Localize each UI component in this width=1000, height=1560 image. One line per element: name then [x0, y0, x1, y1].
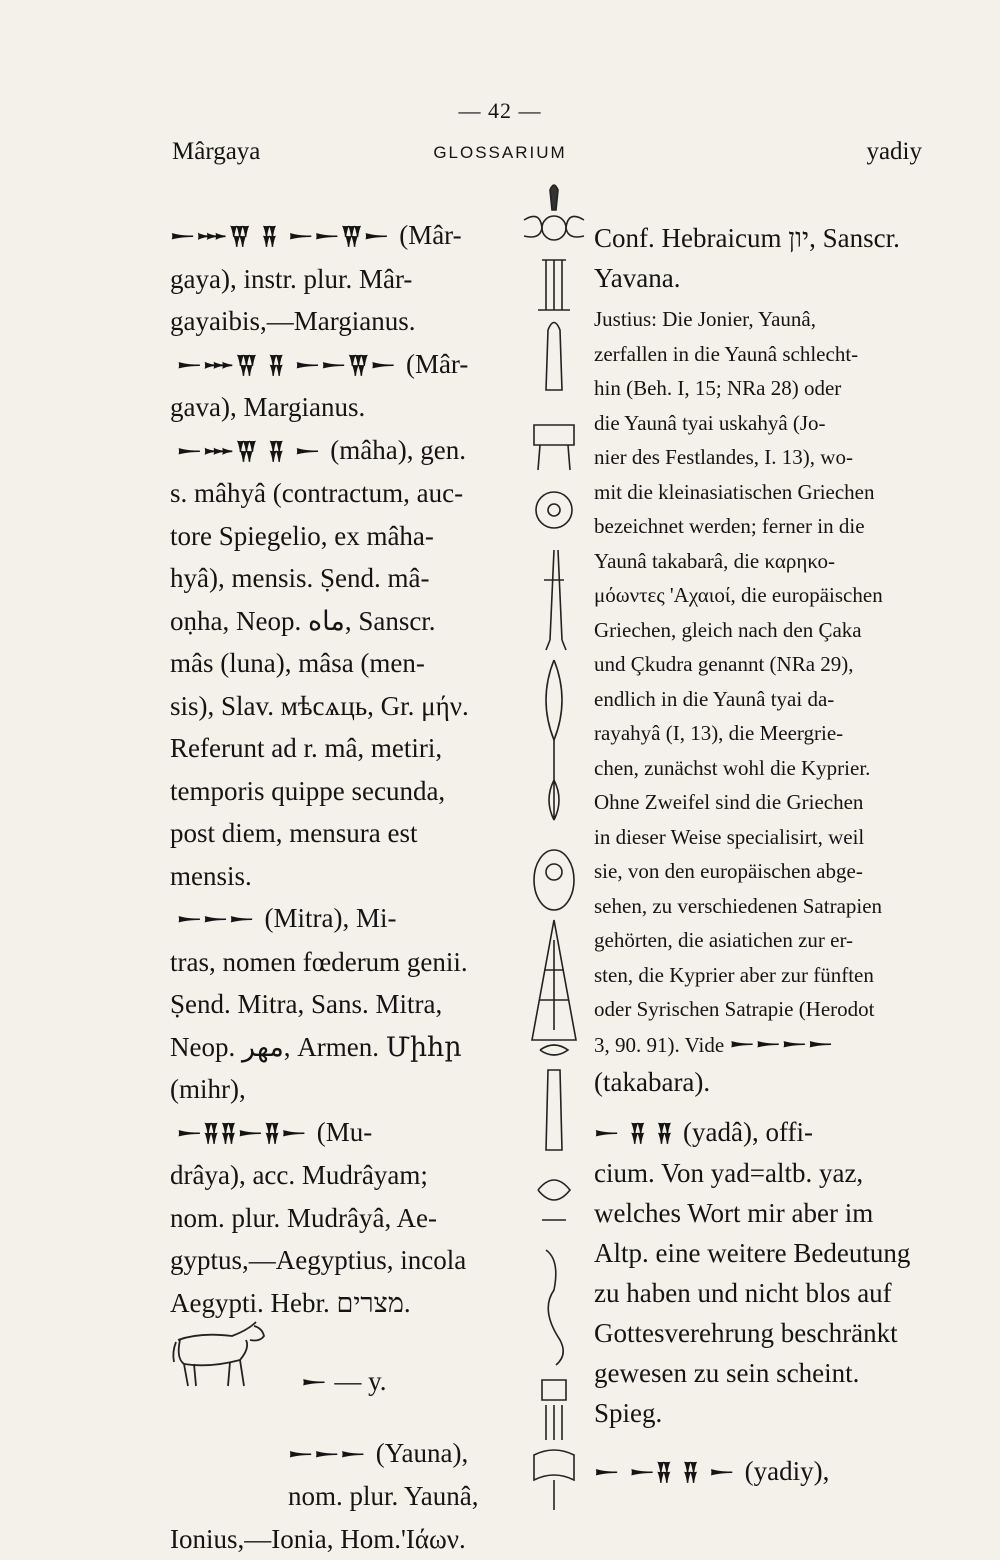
entry-line: Referunt ad r. mâ, metiri, [170, 733, 442, 763]
entry-line: (mihr), [170, 1074, 246, 1104]
text-line: Ohne Zweifel sind die Griechen [594, 790, 863, 814]
text-line: und Çkudra genannt (NRa 29), [594, 652, 854, 676]
text-line: Altp. eine weitere Bedeutung [594, 1238, 910, 1268]
entry-line: gyptus,—Aegyptius, incola [170, 1245, 466, 1275]
text-line: oder Syrischen Satrapie (Herodot [594, 997, 875, 1021]
text-line: gewesen zu sein scheint. [594, 1358, 859, 1388]
entry-yauna [170, 1432, 518, 1560]
entry-line: Ionius,—Ionia, Hom.'Iάων. [170, 1524, 466, 1554]
text-line: sie, von den europäischen abge- [594, 859, 863, 883]
entry-line: nom. plur. Yaunâ, [170, 1481, 479, 1511]
entry-line: s. mâhyâ (contractum, auc- [170, 478, 463, 508]
cuneiform-margaya: 𒀸𒐁𒐊 𒐉 𒀸𒀸𒐊𒀸 [170, 222, 399, 250]
letter-section-y [170, 1360, 518, 1404]
text-line: gehörten, die asiatichen zur er- [594, 928, 853, 952]
text-line: Yavana. [594, 263, 681, 293]
entry-line: tore Spiegelio, ex mâha- [170, 521, 434, 551]
entry-line: oṇha, Neop. ماه, Sanscr. [170, 606, 436, 636]
entry-line: mensis. [170, 861, 252, 891]
left-text-column [170, 214, 518, 1560]
entry-line: (mâha), gen. [330, 435, 466, 465]
entry-line: post diem, mensura est [170, 818, 417, 848]
entry-line: mâs (luna), mâsa (men- [170, 648, 425, 678]
text-line: Justius: Die Jonier, Yaunâ, [594, 307, 816, 331]
text-line: sten, die Kyprier aber zur fünften [594, 963, 874, 987]
text-line: chen, zunächst wohl die Kyprier. [594, 756, 870, 780]
text-line: hin (Beh. I, 15; NRa 28) oder [594, 376, 841, 400]
right-text-column [594, 218, 930, 1492]
entry-mitra [170, 897, 518, 1111]
entry-line: (Mâr- [399, 220, 461, 250]
cuneiform-mudraya: 𒀸𒐉𒐉𒀸𒐉𒀸 [177, 1119, 317, 1147]
conf-hebraicum [594, 218, 930, 298]
running-head-left: Mârgaya [172, 138, 260, 166]
cuneiform-yauna: 𒀸𒀸𒀸 [288, 1440, 376, 1468]
entry-mudraya [170, 1111, 518, 1325]
entry-line: gava), Margianus. [170, 392, 365, 422]
entry-line: temporis quippe secunda, [170, 776, 445, 806]
text-line: rayahyâ (I, 13), die Meergrie- [594, 721, 843, 745]
entry-line: (Mâr- [406, 349, 468, 379]
entry-yadiy [594, 1451, 930, 1492]
text-line: zerfallen in die Yaunâ schlecht- [594, 342, 858, 366]
cuneiform-margava: 𒀸𒐁𒐊 𒐉 𒀸𒀸𒐊𒀸 [177, 351, 406, 379]
text-line: zu haben und nicht blos auf [594, 1278, 892, 1308]
text-line: die Yaunâ tyai uskahyâ (Jo- [594, 411, 826, 435]
entry-line: Aegypti. Hebr. מצרים. [170, 1288, 411, 1318]
text-line: sehen, zu verschiedenen Satrapien [594, 894, 882, 918]
text-line: welches Wort mir aber im [594, 1198, 873, 1228]
cuneiform-takabara-ref: 𒀸𒀸𒀸𒀸 [729, 1030, 834, 1058]
text-line: Yaunâ takabarâ, die καρηκο- [594, 549, 835, 573]
text-line: Spieg. [594, 1398, 662, 1428]
text-line: endlich in die Yaunâ tyai da- [594, 687, 834, 711]
entry-yada [594, 1112, 930, 1433]
text-line: mit die kleinasiatischen Griechen [594, 480, 875, 504]
cuneiform-maha: 𒀸𒐁𒐊 𒐉 𒀸 [177, 437, 331, 465]
entry-line: Neop. مهر, Armen. Միհր [170, 1032, 462, 1062]
text-line: Griechen, gleich nach den Çaka [594, 618, 862, 642]
entry-margava [170, 343, 518, 429]
running-head-title: GLOSSARIUM [0, 143, 1000, 163]
cuneiform-mitra: 𒀸𒀸𒀸 [177, 905, 265, 933]
running-head-right: yadiy [866, 138, 922, 166]
text-line: (yadâ), offi- [683, 1117, 813, 1147]
text-line: Conf. Hebraicum יון, Sanscr. [594, 223, 900, 253]
justius-note [594, 302, 930, 1062]
entry-line: (Yauna), [376, 1438, 469, 1468]
cuneiform-yadiy: 𒀸 𒀸𒐉 𒐉 𒀸 [594, 1458, 745, 1486]
text-line: (yadiy), [745, 1456, 830, 1486]
section-letter: — y. [334, 1366, 386, 1396]
entry-line: gaya), instr. plur. Mâr- [170, 264, 412, 294]
cuneiform-yada: 𒀸 𒐉 𒐉 [594, 1119, 683, 1147]
entry-line: Ṣend. Mitra, Sans. Mitra, [170, 989, 442, 1019]
takabara-ref-line: (takabara). [594, 1062, 930, 1102]
entry-line: gayaibis,—Margianus. [170, 306, 415, 336]
entry-maha [170, 429, 518, 898]
entry-margaya [170, 214, 518, 343]
entry-line: (Mu- [317, 1117, 373, 1147]
entry-line: drâya), acc. Mudrâyam; [170, 1160, 428, 1190]
text-line: in dieser Weise specialisirt, weil [594, 825, 864, 849]
entry-line: tras, nomen fœderum genii. [170, 947, 468, 977]
entry-line: (Mitra), Mi- [265, 903, 397, 933]
text-line: Gottesverehrung beschränkt [594, 1318, 898, 1348]
ornament-column-illustration [520, 180, 588, 1510]
page-number: — 42 — [0, 98, 1000, 124]
text-line: μόωντες 'Aχαιοί, die europäischen [594, 583, 883, 607]
text-line: cium. Von yad=altb. yaz, [594, 1158, 863, 1188]
text-line: nier des Festlandes, I. 13), wo- [594, 445, 853, 469]
text-line: bezeichnet werden; ferner in die [594, 514, 865, 538]
entry-line: hyâ), mensis. Ṣend. mâ- [170, 563, 429, 593]
entry-line: sis), Slav. мѣсѧць, Gr. μήν. [170, 691, 469, 721]
entry-line: nom. plur. Mudrâyâ, Ae- [170, 1203, 437, 1233]
cuneiform-y: 𒀸 [301, 1368, 327, 1396]
text-line: 3, 90. 91). Vide [594, 1033, 724, 1057]
